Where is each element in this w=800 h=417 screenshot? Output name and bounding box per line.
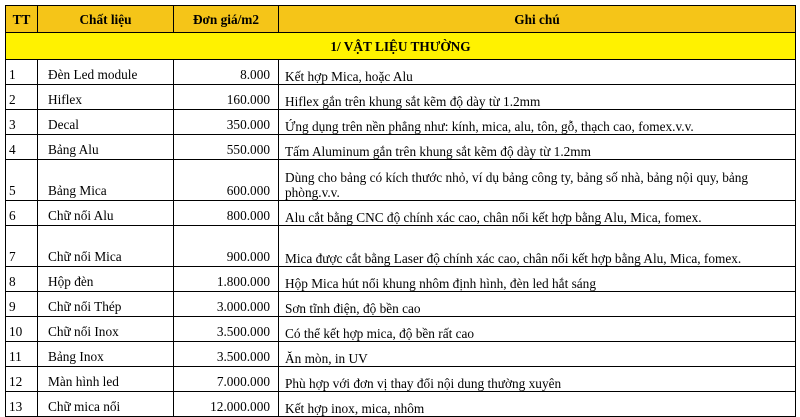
note-text: Kết hợp Mica, hoặc Alu	[279, 60, 796, 85]
table-row	[6, 60, 796, 85]
unit-price: 800.000	[174, 201, 279, 226]
unit-price: 3.000.000	[174, 292, 279, 317]
table-row	[6, 135, 796, 160]
unit-price: 350.000	[174, 110, 279, 135]
material-name: Chữ nổi Mica	[38, 226, 174, 267]
price-table	[5, 5, 796, 417]
table-row	[6, 226, 796, 267]
table-row	[6, 201, 796, 226]
note-text: Alu cắt bằng CNC độ chính xác cao, chân nổi kết hợp bằng Alu, Mica, fomex.	[279, 201, 796, 226]
material-name: Decal	[38, 110, 174, 135]
note-text: Kết hợp inox, mica, nhôm	[279, 392, 796, 417]
unit-price: 1.800.000	[174, 267, 279, 292]
row-number: 4	[6, 135, 38, 160]
table-row	[6, 392, 796, 417]
unit-price: 3.500.000	[174, 317, 279, 342]
material-name: Bảng Alu	[38, 135, 174, 160]
material-name: Màn hình led	[38, 367, 174, 392]
table-row	[6, 342, 796, 367]
note-text: Tấm Aluminum gắn trên khung sắt kẽm độ dày từ 1.2mm	[279, 135, 796, 160]
table-row	[6, 317, 796, 342]
material-name: Hiflex	[38, 85, 174, 110]
note-text: Phù hợp với đơn vị thay đổi nội dung thường xuyên	[279, 367, 796, 392]
note-text: Hiflex gắn trên khung sắt kẽm độ dày từ 1.2mm	[279, 85, 796, 110]
header-note: Ghi chú	[279, 6, 796, 33]
material-name: Chữ nổi Inox	[38, 317, 174, 342]
table-row	[6, 110, 796, 135]
material-name: Chữ mica nổi	[38, 392, 174, 417]
note-text: Ứng dụng trên nền phẳng như: kính, mica, alu, tôn, gỗ, thạch cao, fomex.v.v.	[279, 110, 796, 135]
row-number: 3	[6, 110, 38, 135]
row-number: 13	[6, 392, 38, 417]
table-row	[6, 267, 796, 292]
material-name: Hộp đèn	[38, 267, 174, 292]
section-title: 1/ VẬT LIỆU THƯỜNG	[6, 33, 796, 60]
material-name: Chữ nổi Thép	[38, 292, 174, 317]
unit-price: 12.000.000	[174, 392, 279, 417]
header-tt: TT	[6, 6, 38, 33]
unit-price: 8.000	[174, 60, 279, 85]
row-number: 2	[6, 85, 38, 110]
unit-price: 3.500.000	[174, 342, 279, 367]
header-material: Chất liệu	[38, 6, 174, 33]
row-number: 11	[6, 342, 38, 367]
row-number: 10	[6, 317, 38, 342]
material-name: Đèn Led module	[38, 60, 174, 85]
row-number: 7	[6, 226, 38, 267]
row-number: 6	[6, 201, 38, 226]
note-text: Sơn tĩnh điện, độ bền cao	[279, 292, 796, 317]
unit-price: 900.000	[174, 226, 279, 267]
unit-price: 7.000.000	[174, 367, 279, 392]
material-name: Bảng Inox	[38, 342, 174, 367]
note-text: Có thể kết hợp mica, độ bền rất cao	[279, 317, 796, 342]
row-number: 1	[6, 60, 38, 85]
note-text: Dùng cho bảng có kích thước nhỏ, ví dụ bảng công ty, bảng số nhà, bảng nội quy, bảng phòng.v.v.	[279, 160, 796, 201]
table-row	[6, 85, 796, 110]
header-price: Đơn giá/m2	[174, 6, 279, 33]
unit-price: 160.000	[174, 85, 279, 110]
note-text: Mica được cắt bằng Laser độ chính xác cao, chân nổi kết hợp bằng Alu, Mica, fomex.	[279, 226, 796, 267]
row-number: 8	[6, 267, 38, 292]
row-number: 12	[6, 367, 38, 392]
unit-price: 600.000	[174, 160, 279, 201]
section-row	[6, 33, 796, 60]
material-name: Chữ nổi Alu	[38, 201, 174, 226]
unit-price: 550.000	[174, 135, 279, 160]
row-number: 5	[6, 160, 38, 201]
note-text: Hộp Mica hút nổi khung nhôm định hình, đèn led hắt sáng	[279, 267, 796, 292]
note-text: Ăn mòn, in UV	[279, 342, 796, 367]
table-row	[6, 160, 796, 201]
row-number: 9	[6, 292, 38, 317]
table-row	[6, 292, 796, 317]
header-row	[6, 6, 796, 33]
price-table-sheet	[5, 5, 795, 417]
table-row	[6, 367, 796, 392]
material-name: Bảng Mica	[38, 160, 174, 201]
